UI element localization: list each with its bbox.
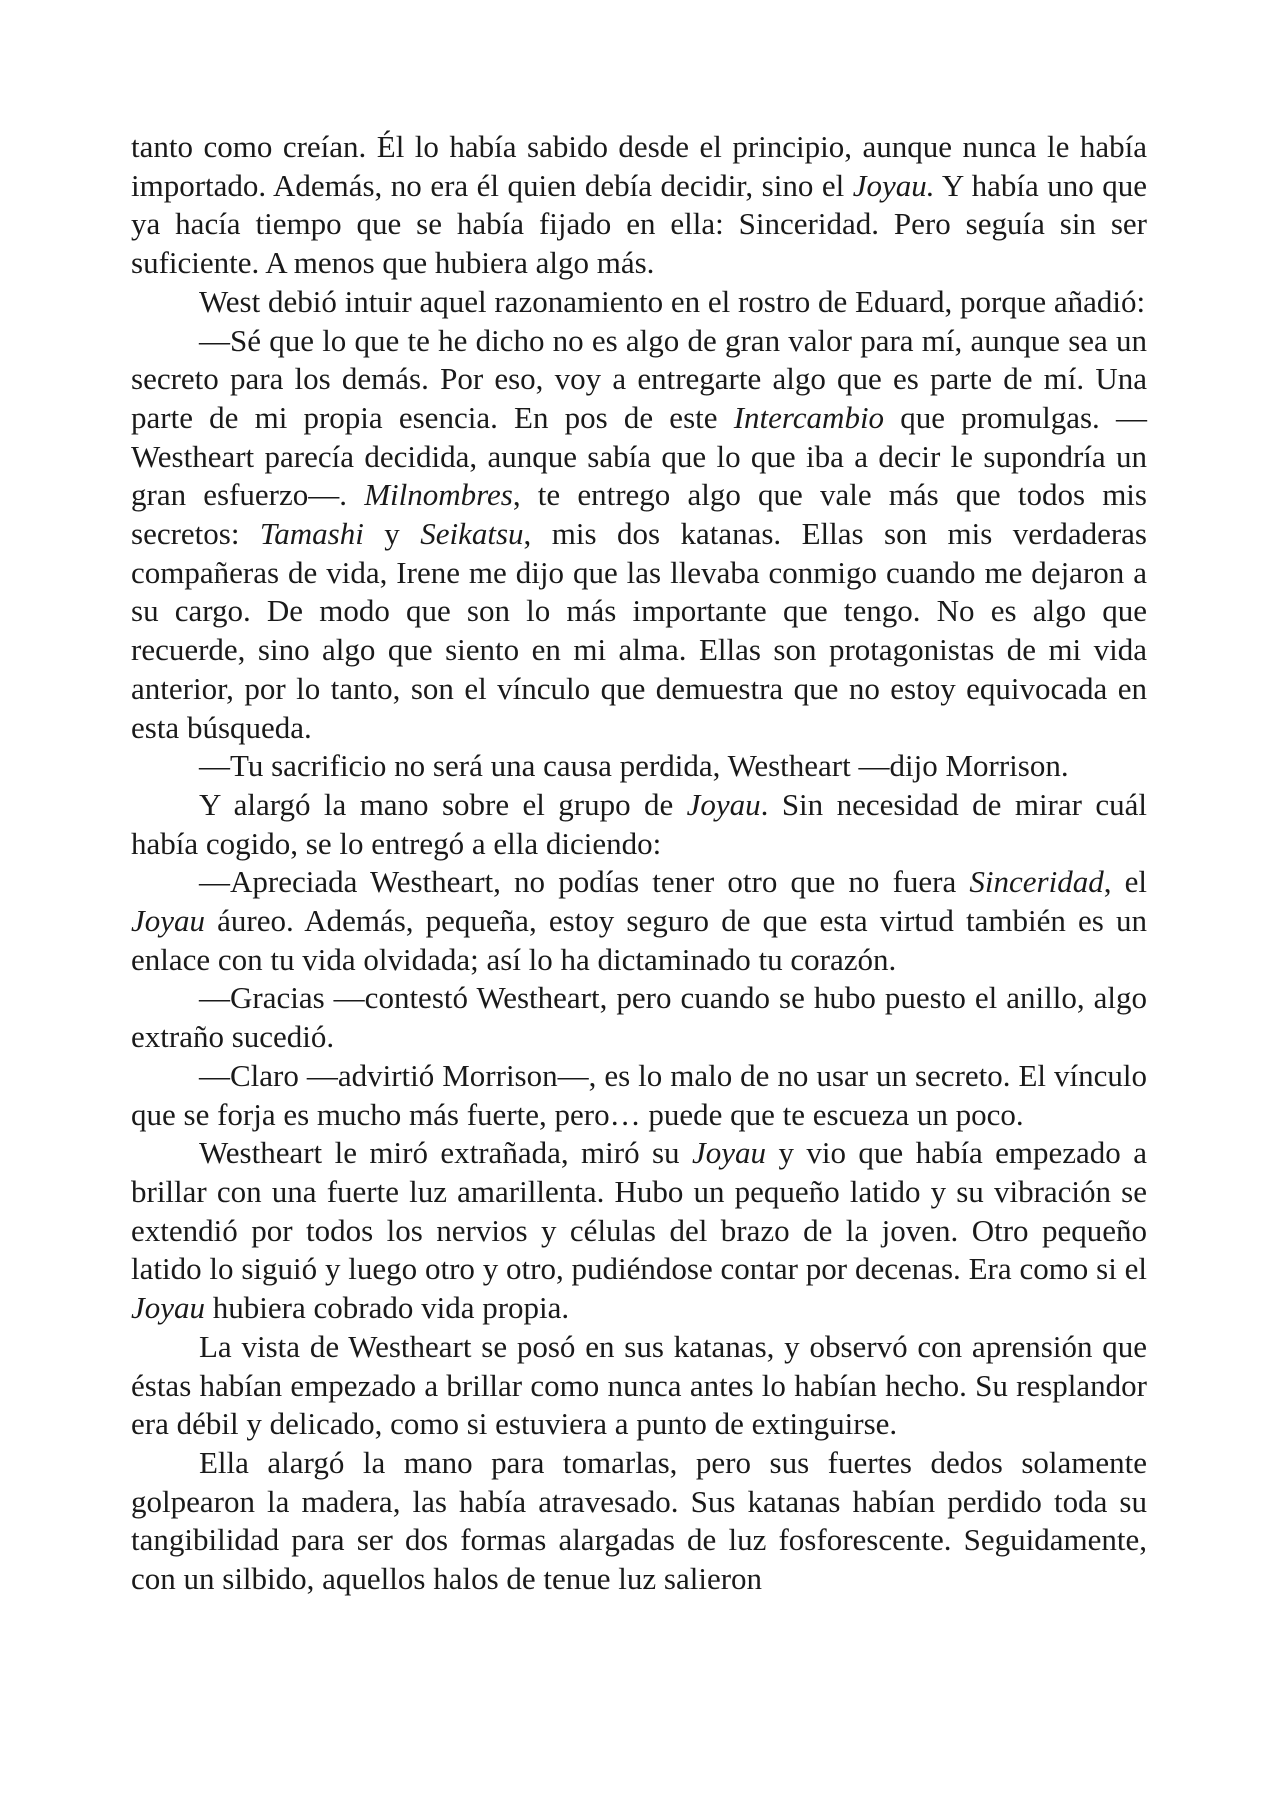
italic-text: Sinceridad — [969, 864, 1104, 900]
text-run: Ella alargó la mano para tomarlas, pero sus fuertes dedos solamente golpearon la madera, las había atravesado. Sus katanas habían perdido toda su tangibilidad para ser dos formas alargadas de luz fosforescente. Seguidamente, con un silbido, aquellos halos de tenue luz salieron — [131, 1444, 1147, 1597]
italic-text: Intercambio — [733, 399, 885, 435]
text-run: Westheart le miró extrañada, miró su — [199, 1135, 692, 1171]
paragraph — [131, 979, 1147, 1056]
text-run: Y había uno que ya hacía tiempo que se había fijado en ella: Sinceridad. Pero seguía sin ser suficiente. A menos que hubiera algo más. — [131, 167, 1147, 281]
text-run: Y alargó la mano sobre el grupo de — [199, 786, 687, 822]
book-page-body — [131, 128, 1147, 1599]
text-run: que promulgas. —Westheart parecía decidida, aunque sabía que lo que iba a decir le supondría un gran esfuerzo—. — [131, 399, 1147, 513]
text-run: —Apreciada Westheart, no podías tener otro que no fuera — [199, 864, 970, 900]
paragraph — [131, 747, 1147, 786]
text-run: —Sé que lo que te he dicho no es algo de gran valor para mí, aunque sea un secreto para los demás. Por eso, voy a entregarte algo que es parte de mí. Una parte de mi propia esencia. En pos de este — [131, 322, 1147, 435]
text-run: West debió intuir aquel razonamiento en el rostro de Eduard, porque añadió: — [199, 283, 1146, 319]
paragraph — [131, 1328, 1147, 1444]
italic-text: Seikatsu — [420, 516, 524, 552]
text-run: , te entrego algo que vale más que todos mis secretos: — [131, 477, 1147, 552]
text-run: , mis dos katanas. Ellas son mis verdaderas compañeras de vida, Irene me dijo que las llevaba conmigo cuando me dejaron a su cargo. De modo que son lo más importante que tengo. No es algo que recuerde, sino algo que siento en mi alma. Ellas son protagonistas de mi vida anterior, por lo tanto, son el vínculo que demuestra que no estoy equivocada en esta búsqueda. — [131, 516, 1147, 745]
italic-text: Joyau — [131, 1290, 206, 1326]
paragraph — [131, 283, 1147, 322]
text-run: La vista de Westheart se posó en sus katanas, y observó con aprensión que éstas habían empezado a brillar como nunca antes lo habían hecho. Su resplandor era débil y delicado, como si estuviera a punto de extinguirse. — [131, 1328, 1147, 1442]
italic-text: Joyau — [686, 786, 761, 822]
paragraph — [131, 128, 1147, 283]
text-run: áureo. Además, pequeña, estoy seguro de que esta virtud también es un enlace con tu vida olvidada; así lo ha dictaminado tu corazón. — [131, 903, 1147, 977]
italic-text: Joyau — [131, 903, 206, 939]
text-run: , el — [1103, 864, 1148, 900]
italic-text: Joyau — [691, 1135, 767, 1171]
text-run: y vio que había empezado a brillar con una fuerte luz amarillenta. Hubo un pequeño latido y su vibración se extendió por todos los nervios y células del brazo de la joven. Otro pequeño latido lo siguió y luego otro y otro, pudiéndose contar por decenas. Era como si el — [131, 1135, 1147, 1287]
text-run: —Claro —advirtió Morrison—, es lo malo de no usar un secreto. El vínculo que se forja es mucho más fuerte, pero… puede que te escueza un poco. — [131, 1057, 1147, 1132]
text-run: —Tu sacrificio no será una causa perdida, Westheart —dijo Morrison. — [199, 748, 1069, 784]
italic-text: Joyau. — [852, 167, 935, 203]
text-run: hubiera cobrado vida propia. — [205, 1290, 570, 1326]
paragraph — [131, 322, 1147, 748]
paragraph — [131, 1057, 1147, 1134]
italic-text: Milnombres — [364, 477, 513, 513]
paragraph — [131, 1134, 1147, 1328]
paragraph — [131, 863, 1147, 979]
text-run: tanto como creían. Él lo había sabido desde el principio, aunque nunca le había importado. Además, no era él quien debía decidir, sino el — [131, 129, 1147, 203]
text-run: —Gracias —contestó Westheart, pero cuando se hubo puesto el anillo, algo extraño sucedió. — [131, 980, 1147, 1055]
text-run: . Sin necesidad de mirar cuál había cogido, se lo entregó a ella diciendo: — [131, 786, 1147, 861]
italic-text: Tamashi — [259, 516, 364, 552]
paragraph — [131, 786, 1147, 863]
text-run: y — [363, 516, 421, 552]
paragraph — [131, 1444, 1147, 1599]
